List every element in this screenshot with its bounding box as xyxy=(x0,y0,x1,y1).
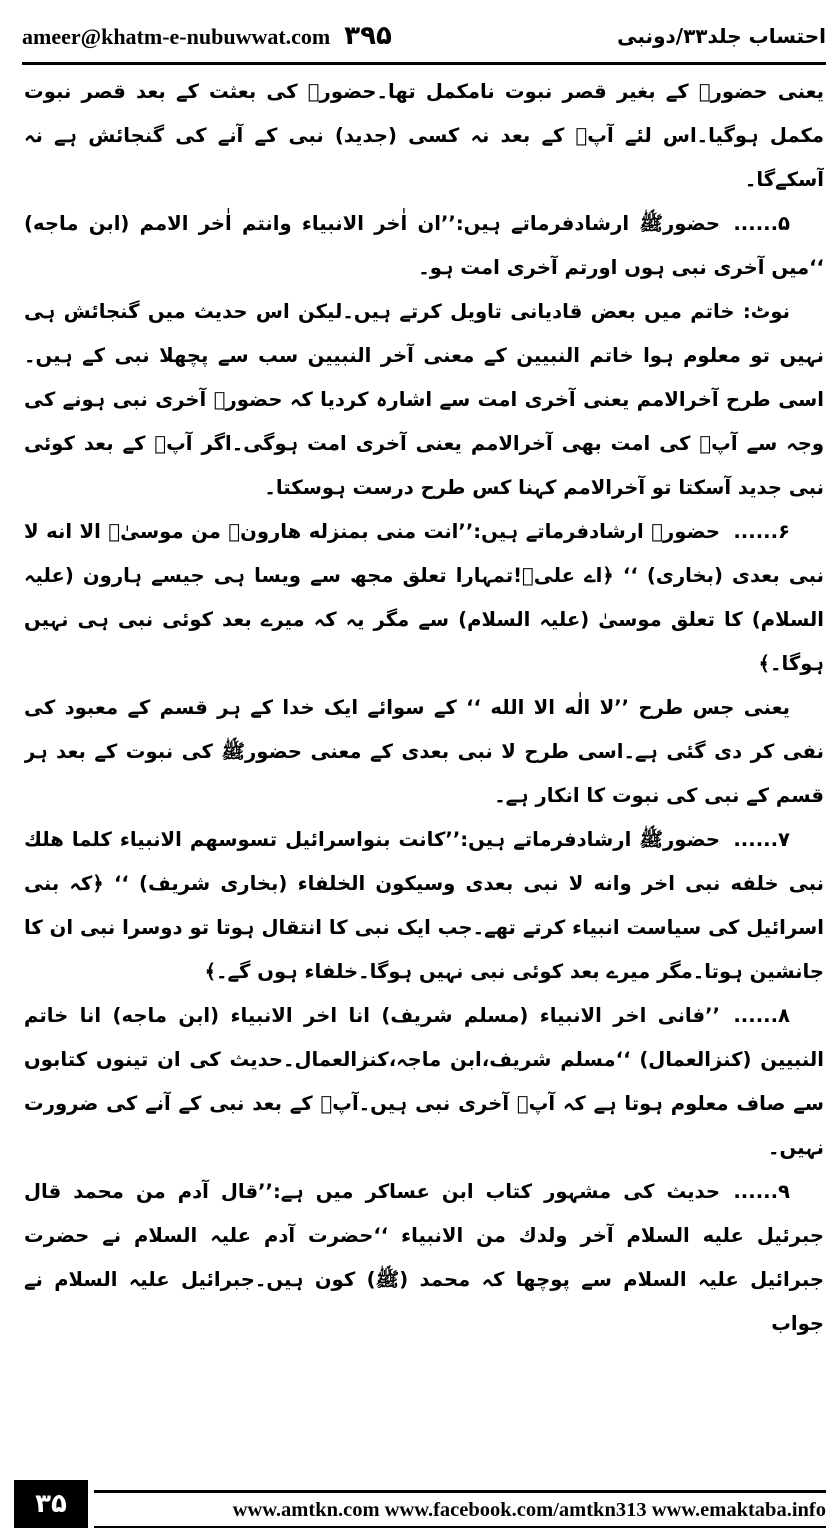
note-paragraph xyxy=(24,290,824,510)
paragraph-la-nabi xyxy=(24,686,824,818)
hadith-9-number: ۹...... xyxy=(733,1180,790,1203)
hadith-5-text: حضورﷺ ارشادفرماتے ہیں:’’ان اٰخر الانبیاء وانتم اٰخر الامم (ابن ماجه) ‘‘میں آخری نبی ہوں اورتم آخری امت ہو۔ xyxy=(24,212,824,279)
footer-rule-top xyxy=(94,1490,826,1493)
hadith-9 xyxy=(24,1170,824,1346)
hadith-6-text: حضورﷺ ارشادفرماتے ہیں:’’انت منی بمنزله هارونؑ من موسیٰؑ الا انه لا نبی بعدی (بخاری) ‘‘ ﴿اے علیؓ!تمہارا تعلق مجھ سے ویسا ہی جیسے ہارون (علیہ السلام) کا تعلق موسیٰ (علیہ السلام) سے مگر یہ کہ میرے بعد کوئی نبی ہی نہیں ہوگا۔﴾ xyxy=(24,520,824,675)
paragraph-intro: یعنی حضورﷺ کے بغیر قصر نبوت نامکمل تھا۔حضورﷺ کی بعثت کے بعد قصر نبوت مکمل ہوگیا۔اس لئے آپؐ کے بعد نہ کسی (جدید) نبی کے آنے کی گنجائش ہے نہ آسکےگا۔ xyxy=(24,80,824,191)
hadith-6 xyxy=(24,510,824,686)
page-header xyxy=(22,14,826,58)
note-text: نوٹ: خاتم میں بعض قادیانی تاویل کرتے ہیں۔لیکن اس حدیث میں گنجائش ہی نہیں تو معلوم ہوا خاتم النبیین کے معنی آخر النبیین سب سے پچھلا نبی کے ہیں۔اسی طرح آخرالامم یعنی آخری امت سے اشارہ کردیا کہ حضورﷺ آخری نبی ہونے کی وجہ سے آپؐ کی امت بھی آخرالامم یعنی آخری امت ہوگی۔اگر آپؐ کے بعد کوئی نبی جدید آسکتا تو آخرالامم کہنا کس طرح درست ہوسکتا۔ xyxy=(24,300,824,499)
hadith-7-text: حضورﷺ ارشادفرماتے ہیں:’’كانت بنواسرائيل تسوسهم الانبياء كلما هلك نبى خلفه نبى اخر وانه لا نبى بعدى وسيكون الخلفاء (بخاری شریف) ‘‘ ﴿کہ بنی اسرائیل کی سیاست انبیاء کرتے تھے۔جب ایک نبی کا انتقال ہوتا تو دوسرا نبی ان کا جانشین ہوتا۔مگر میرے بعد کوئی نبی نہیں ہوگا۔خلفاء ہوں گے۔﴾ xyxy=(24,828,824,983)
hadith-5 xyxy=(24,202,824,290)
hadith-8-number: ۸...... xyxy=(733,1004,790,1027)
paragraph-la-nabi-text: یعنی جس طرح ’’لا الٰه الا الله ‘‘ کے سوائے ایک خدا کے ہر قسم کے معبود کی نفی کر دی گئی ہے۔اسی طرح لا نبی بعدی کے معنی حضورﷺ کی نبوت کے بعد ہر قسم کے نبی کی نبوت کا انکار ہے۔ xyxy=(24,696,824,807)
book-title: احتساب جلد۳۳/دونبی xyxy=(617,24,826,48)
hadith-6-number: ۶...... xyxy=(733,520,790,543)
page-body xyxy=(24,70,824,1465)
footer-rule-bottom xyxy=(94,1526,826,1528)
hadith-5-number: ۵...... xyxy=(733,212,790,235)
page-footer xyxy=(14,1478,826,1528)
footer-links xyxy=(94,1490,826,1528)
hadith-9-text: حدیث کی مشہور کتاب ابن عساکر میں ہے:’’قال آدم من محمد قال جبرئیل علیه السلام آخر ولدك من الانبياء ‘‘حضرت آدم علیہ السلام نے حضرت جبرائیل علیہ السلام سے پوچھا کہ محمد (ﷺ) کون ہیں۔جبرائیل علیہ السلام نے جواب xyxy=(24,1180,824,1335)
hadith-7-number: ۷...... xyxy=(733,828,790,851)
header-email[interactable]: ameer@khatm-e-nubuwwat.com xyxy=(22,24,331,49)
page-number: ۳۹۵ xyxy=(344,21,392,51)
hadith-8-text: ’’فانى اخر الانبياء (مسلم شریف) انا اخر الانبياء (ابن ماجه) انا خاتم النبيين (کنزالعمال) ‘‘مسلم شریف،ابن ماجہ،کنزالعمال۔حدیث کی ان تینوں کتابوں سے صاف معلوم ہوتا ہے کہ آپؐ آخری نبی ہیں۔آپؐ کے بعد نبی کے آنے کی ضرورت نہیں۔ xyxy=(24,1004,824,1159)
footer-urls[interactable]: www.amtkn.com www.facebook.com/amtkn313 www.emaktaba.info xyxy=(232,1499,826,1521)
header-rule xyxy=(22,62,826,65)
header-left xyxy=(22,21,392,51)
hadith-8 xyxy=(24,994,824,1170)
footer-page-box: ۳۵ xyxy=(14,1480,88,1528)
hadith-7 xyxy=(24,818,824,994)
